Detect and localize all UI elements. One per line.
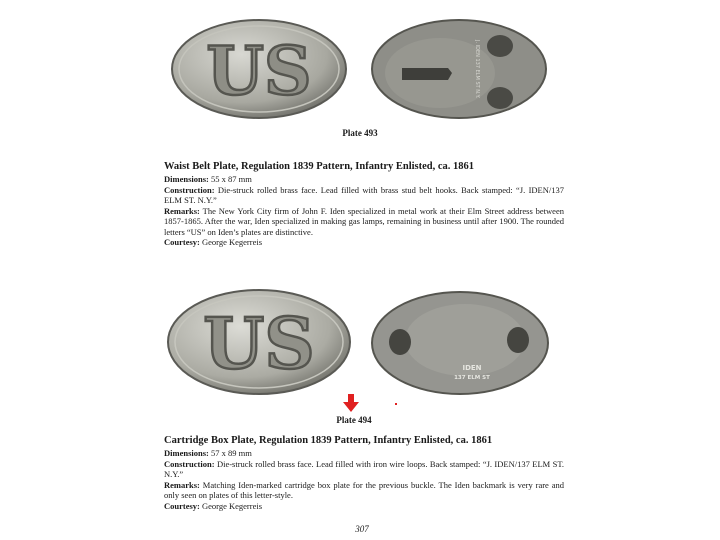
construction-text: Die-struck rolled brass face. Lead filled with brass stud belt hooks. Back stamped: “J. IDEN/137 ELM ST. N.Y.”	[164, 184, 564, 205]
dimensions-value: 57 x 89 mm	[211, 448, 252, 458]
plate-494-front-image	[166, 288, 352, 396]
plate-493-front-letters: US	[206, 32, 312, 110]
plate-493-back-stamp: J. IDEN 137 ELM ST N.Y.	[474, 40, 480, 99]
construction-text: Die-struck rolled brass face. Lead filled with iron wire loops. Back stamped: “J. IDEN/137 ELM ST. N.Y.”	[164, 458, 565, 479]
courtesy-text: George Kegerreis	[202, 237, 263, 247]
plate-494-back-image	[370, 290, 550, 396]
construction-label: Construction:	[164, 458, 215, 469]
plate-494-front-letters: US	[203, 302, 315, 385]
plate-493-entry	[164, 160, 564, 248]
remarks-label: Remarks:	[164, 479, 200, 490]
construction-label: Construction:	[164, 184, 215, 195]
courtesy-text: George Kegerreis	[202, 500, 263, 511]
dimensions-label: Dimensions:	[164, 448, 209, 458]
plate-493-front-image	[170, 18, 348, 120]
plate-494-label: Plate 494	[336, 415, 372, 425]
plate-493-title: Waist Belt Plate, Regulation 1839 Pattern, Infantry Enlisted, ca. 1861	[164, 161, 475, 172]
remarks-label: Remarks:	[164, 205, 200, 216]
dimensions-value: 55 x 87 mm	[211, 174, 252, 184]
plate-494-back-stamp-line1: IDEN	[462, 364, 482, 372]
plate-493-label: Plate 493	[342, 128, 378, 138]
plate-494-back-stamp-line2: 137 ELM ST	[454, 375, 490, 381]
courtesy-label: Courtesy:	[164, 500, 200, 511]
red-arrow-icon	[343, 394, 359, 412]
courtesy-label: Courtesy:	[164, 237, 200, 247]
plate-494-entry	[164, 434, 564, 511]
page-number: 307	[355, 524, 369, 534]
dimensions-label: Dimensions:	[164, 174, 209, 184]
remarks-text: The New York City firm of John F. Iden specialized in metal work at their Elm Street address between 1857-1865. After the war, Iden specialized in making gas lamps, remaining in business until after 1900. The rounded letters “US” on Iden’s plates are distinctive.	[164, 205, 564, 237]
red-dot-mark	[395, 403, 397, 405]
remarks-text: Matching Iden-marked cartridge box plate for the previous buckle. The Iden backmark is very rare and only seen on plates of this letter-style.	[164, 479, 565, 500]
plate-493-back-image	[370, 18, 548, 120]
plate-494-title: Cartridge Box Plate, Regulation 1839 Pattern, Infantry Enlisted, ca. 1861	[164, 435, 493, 446]
